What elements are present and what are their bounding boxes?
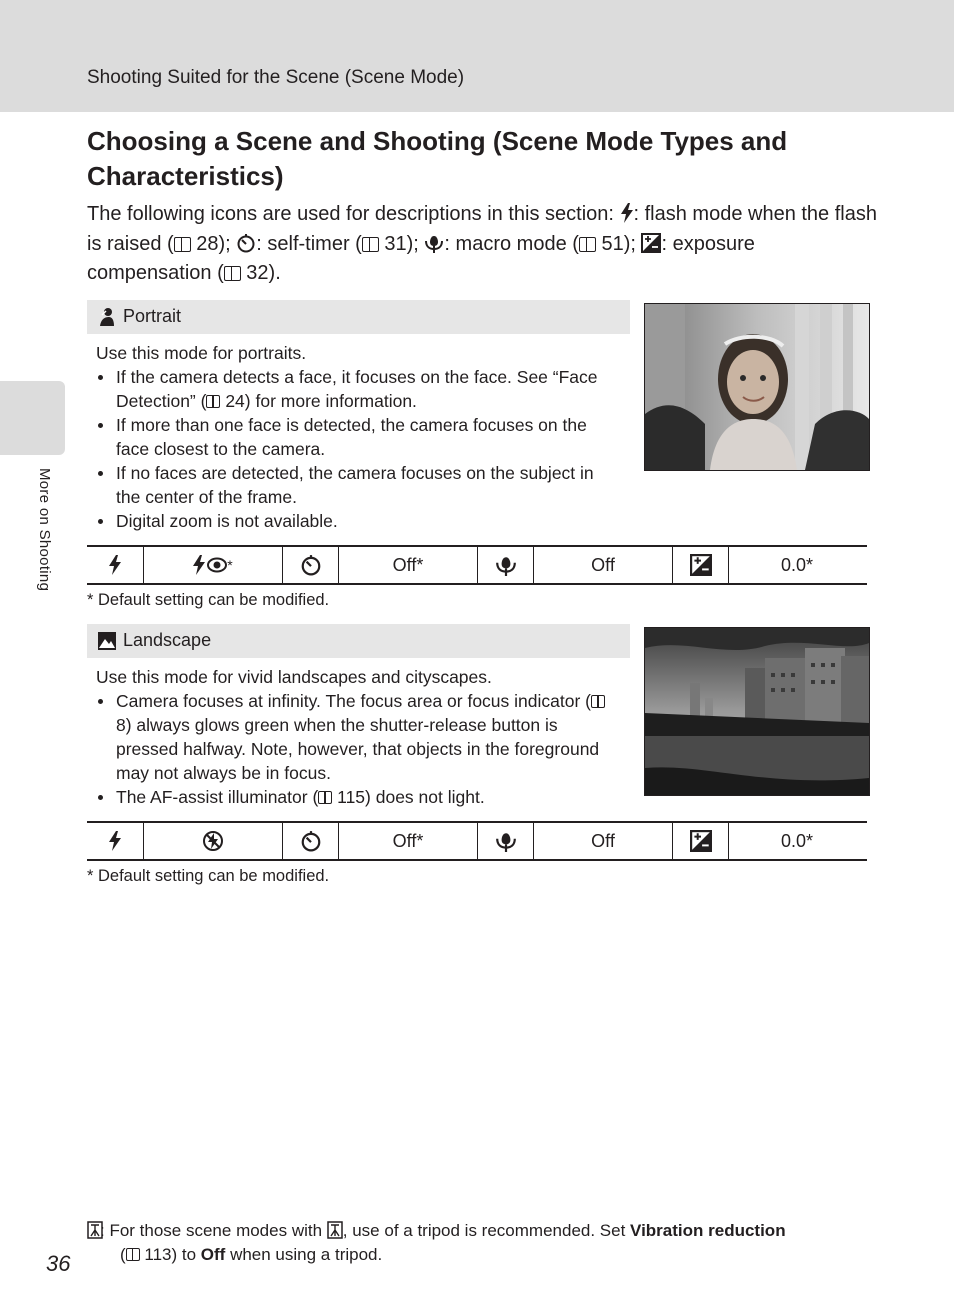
footnote: * Default setting can be modified. bbox=[87, 867, 330, 885]
landscape-description bbox=[96, 665, 621, 809]
list-item bbox=[96, 413, 621, 461]
section-tab bbox=[0, 381, 65, 455]
portrait-icon bbox=[97, 307, 117, 327]
note-text: ( bbox=[120, 1245, 126, 1264]
bullet-text: If no faces are detected, the camera focuses on the subject in the center of the frame. bbox=[116, 463, 594, 507]
flash-setting-suffix: * bbox=[227, 557, 233, 573]
self-timer-setting: Off* bbox=[338, 823, 477, 859]
self-timer-setting: Off* bbox=[338, 547, 477, 583]
macro-icon bbox=[477, 547, 533, 583]
mode-intro: Use this mode for portraits. bbox=[96, 343, 307, 363]
intro-text: 31); bbox=[378, 232, 425, 255]
macro-setting: Off bbox=[533, 547, 672, 583]
exposure-compensation-icon bbox=[641, 233, 661, 253]
flash-icon bbox=[87, 547, 143, 583]
tripod-note-text bbox=[120, 1243, 382, 1267]
bullet-text: If more than one face is detected, the camera focuses on the face closest to the camera. bbox=[116, 415, 587, 459]
mode-intro: Use this mode for vivid landscapes and cityscapes. bbox=[96, 667, 492, 687]
portrait-description bbox=[96, 341, 621, 533]
intro-text: : self-timer ( bbox=[256, 232, 362, 255]
section-tab-label: More on Shooting bbox=[36, 468, 53, 592]
bullet-text: Camera focuses at infinity. The focus area or focus indicator ( bbox=[116, 691, 591, 711]
intro-text: 32). bbox=[240, 262, 281, 284]
bullet-text: 24) for more information. bbox=[220, 391, 417, 411]
intro-text: : exposure compensation ( bbox=[87, 232, 755, 284]
running-header: Shooting Suited for the Scene (Scene Mode) bbox=[87, 67, 465, 88]
book-reference-icon bbox=[591, 695, 605, 708]
footnote: * Default setting can be modified. bbox=[87, 591, 330, 609]
intro-text: The following icons are used for descriptions in this section: bbox=[87, 203, 620, 225]
intro-text: : flash mode when the flash is raised ( bbox=[87, 203, 877, 255]
bullet-list bbox=[96, 689, 621, 809]
header-band bbox=[0, 0, 954, 112]
exposure-compensation-icon bbox=[672, 823, 728, 859]
exposure-setting: 0.0* bbox=[728, 823, 865, 859]
book-reference-icon bbox=[362, 237, 379, 252]
list-item bbox=[96, 365, 621, 413]
self-timer-icon bbox=[282, 823, 338, 859]
list-item bbox=[96, 785, 621, 809]
note-text: : For those scene modes with bbox=[100, 1221, 327, 1240]
flash-setting bbox=[143, 823, 282, 859]
book-reference-icon bbox=[126, 1248, 140, 1261]
portrait-mode-header bbox=[87, 300, 630, 334]
book-reference-icon bbox=[318, 791, 332, 804]
intro-paragraph bbox=[87, 200, 877, 289]
note-text: , use of a tripod is recommended. Set bbox=[342, 1221, 631, 1240]
book-reference-icon bbox=[224, 266, 241, 281]
bullet-text: 8) always glows green when the shutter-release button is pressed halfway. Note, however, that objects in the foreground may not always be in focus. bbox=[116, 715, 600, 783]
tripod-note bbox=[87, 1219, 867, 1267]
portrait-settings-table bbox=[87, 545, 867, 585]
tripod-icon bbox=[327, 1221, 343, 1240]
bullet-text: 115) does not light. bbox=[332, 787, 485, 807]
note-text: when using a tripod. bbox=[225, 1245, 383, 1264]
bullet-list bbox=[96, 365, 621, 533]
intro-text: 28); bbox=[190, 232, 237, 255]
list-item bbox=[96, 509, 621, 533]
landscape-mode-header bbox=[87, 624, 630, 658]
flash-red-eye-icon bbox=[193, 555, 227, 575]
macro-setting: Off bbox=[533, 823, 672, 859]
macro-icon bbox=[477, 823, 533, 859]
book-reference-icon bbox=[174, 237, 191, 252]
flash-setting bbox=[143, 547, 282, 583]
intro-text: 51); bbox=[595, 232, 642, 255]
landscape-icon bbox=[97, 631, 117, 651]
landscape-sample-photo bbox=[644, 627, 870, 796]
vibration-reduction-label: Vibration reduction bbox=[630, 1221, 786, 1240]
bullet-text: If the camera detects a face, it focuses on the face. See “Face Detection” ( bbox=[116, 367, 598, 411]
flash-off-icon bbox=[202, 830, 224, 852]
list-item bbox=[96, 689, 621, 785]
book-reference-icon bbox=[579, 237, 596, 252]
intro-text: : macro mode ( bbox=[444, 232, 579, 255]
note-text: 113) to bbox=[139, 1245, 201, 1264]
mode-title: Portrait bbox=[123, 306, 182, 326]
portrait-sample-photo bbox=[644, 303, 870, 471]
list-item bbox=[96, 461, 621, 509]
flash-icon bbox=[87, 823, 143, 859]
macro-icon bbox=[424, 233, 444, 253]
self-timer-icon bbox=[282, 547, 338, 583]
bullet-text: Digital zoom is not available. bbox=[116, 511, 338, 531]
page-number: 36 bbox=[46, 1251, 71, 1276]
flash-icon bbox=[620, 203, 634, 223]
mode-title: Landscape bbox=[123, 630, 212, 650]
book-reference-icon bbox=[206, 395, 220, 408]
exposure-setting: 0.0* bbox=[728, 547, 865, 583]
off-label: Off bbox=[200, 1245, 226, 1264]
landscape-settings-table bbox=[87, 821, 867, 861]
bullet-text: The AF-assist illuminator ( bbox=[116, 787, 319, 807]
exposure-compensation-icon bbox=[672, 547, 728, 583]
page-title: Choosing a Scene and Shooting (Scene Mode Types and Characteristics) bbox=[87, 126, 788, 191]
self-timer-icon bbox=[236, 233, 256, 253]
tripod-note-text bbox=[100, 1219, 786, 1243]
